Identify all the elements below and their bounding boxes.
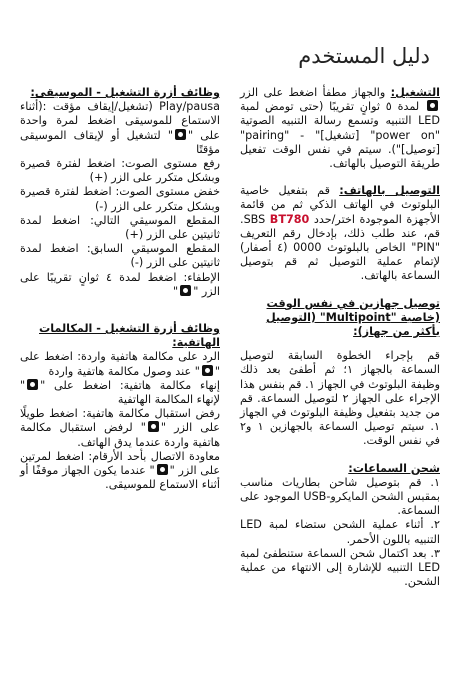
charging-step-2: ٢. أثناء عملية الشحن ستضاء لمبة LED التنبيه باللون الأحمر. xyxy=(240,518,440,546)
redial-button-icon xyxy=(157,464,168,475)
right-column xyxy=(240,86,440,603)
power-button-icon xyxy=(427,100,438,111)
power-paragraph xyxy=(240,86,440,171)
redial-text-1: معاودة الاتصال بأحد الأرقام: اضغط لمرتين على الزر " xyxy=(20,449,220,478)
spacer xyxy=(240,339,440,349)
calls-section xyxy=(20,322,220,492)
spacer xyxy=(20,312,220,322)
end-button-icon xyxy=(27,379,38,390)
music-next-track: المقطع الموسيقي التالي: اضغط لمدة ثانيتين على الزر (+) xyxy=(20,213,220,242)
model-name: BT780 xyxy=(269,212,310,226)
calls-heading: وظائف أزرة التشغيل - المكالمات الهاتفية: xyxy=(39,322,220,350)
play-text-1: Play/pausa (تشغيل/إيقاف مؤقت :(أثناء الاستماع للموسيقى اضغط لمرة واحدة على " xyxy=(20,100,220,142)
power-heading: التشغيل: xyxy=(390,86,440,99)
calls-answer xyxy=(20,350,220,378)
multipoint-heading: توصيل جهازين في نفس الوقت (خاصية "Multipoint" (التوصيل بأكثر من جهاز): xyxy=(265,296,440,339)
redial-text-2: " عندما يكون الجهاز موقفًا أو أثناء الاستماع للموسيقى. xyxy=(20,464,220,492)
phone-heading: التوصيل بالهاتف: xyxy=(339,184,440,198)
music-volume-down: خفض مستوى الصوت: اضغط لفترة قصيرة وبشكل متكرر على الزر (-) xyxy=(20,185,220,213)
music-play-pause xyxy=(20,100,220,157)
phone-text-1: قم بتفعيل خاصية البلوتوث في الهاتف الذكي ثم من قائمة الأجهزة الموجودة اختر/حدد SBS xyxy=(240,184,440,226)
calls-redial xyxy=(20,450,220,493)
play-text-2: " لتشغيل أو لإيقاف الموسيقى مؤقتًا xyxy=(20,128,220,156)
multipoint-text: قم بإجراء الخطوة السابقة لتوصيل السماعة بالجهاز ١؛ ثم أطفئ بعد ذلك وظيفة البلوتوث في الجهاز ١. قم بنفس هذا الإجراء على الجهاز ٢ لتوصيل السماعة. قم من جديد بتفعيل وظيفة البلوتوث في الجهاز ١. سيتم توصيل السماعة بالجهازين ١ و٢ في نفس الوقت. xyxy=(240,349,441,448)
phone-section xyxy=(240,184,440,283)
left-column xyxy=(20,86,220,505)
power-text-2: لمدة ٥ ثوانٍ تقريبًا (حتى تومض لمبة LED التنبيه وتسمع رسالة التنبيه الصوتية "power on" [تشغيل]" - "pairing" [توصيل]"). سيتم في نفس الوقت تفعيل طريقة التوصيل بالهاتف. xyxy=(240,100,440,171)
end-text-2: " لإنهاء المكالمة الهاتفية xyxy=(20,378,220,407)
music-volume-up: رفع مستوى الصوت: اضغط لفترة قصيرة وبشكل متكرر على الزر (+) xyxy=(20,157,220,185)
music-heading: وظائف أزرة التشغيل - الموسيقى: xyxy=(30,86,220,99)
answer-text-1: الرد على مكالمة هاتفية واردة: اضغط على " xyxy=(20,350,220,378)
end-text-1: إنهاء مكالمة هاتفية: اضغط على " xyxy=(40,378,220,392)
phone-text-2: . قم، عند طلب ذلك، بإدخال رقم التعريف "PIN" الخاص بالبلوتوث 0000 (٤ أصفار) لإتمام عملية التوصيل ثم قم بتوصيل السماعة بالهاتف. xyxy=(240,212,441,283)
off-text-2: " xyxy=(173,284,179,298)
phone-paragraph xyxy=(240,184,440,283)
charging-heading: شحن السماعات: xyxy=(348,461,440,475)
answer-text-2: " عند وصول مكالمة هاتفية واردة xyxy=(48,364,200,378)
power-section xyxy=(240,86,440,171)
calls-end xyxy=(20,379,220,407)
power-text-1: والجهاز مطفأ اضغط على الزر xyxy=(240,86,391,99)
page-title: دليل المستخدم xyxy=(298,44,430,68)
calls-reject xyxy=(20,407,220,450)
music-section xyxy=(20,86,220,299)
play-button-icon xyxy=(175,129,186,140)
charging-step-3: ٣. بعد اكتمال شحن السماعة ستنطفئ لمبة LED التنبيه للإشارة إلى الانتهاء من عملية الشحن. xyxy=(240,546,440,589)
charging-step-1: ١. قم بتوصيل شاحن بطاريات مناسب بمقبس الشحن المايكرو-USB الموجود على السماعة. xyxy=(240,475,440,518)
answer-button-icon xyxy=(202,365,213,376)
reject-text-2: " لرفض استقبال مكالمة هاتفية واردة عندما يدق الهاتف. xyxy=(20,421,220,449)
off-text-1: الإطفاء: اضغط لمدة ٤ ثوانٍ تقريبًا على الزر " xyxy=(20,270,220,298)
reject-text-1: رفض استقبال مكالمة هاتفية: اضغط طويلًا على الزر " xyxy=(20,407,220,435)
multipoint-section xyxy=(240,297,440,449)
music-power-off xyxy=(20,271,220,299)
music-previous-track: المقطع الموسيقي السابق: اضغط لمدة ثانيتين على الزر (-) xyxy=(20,242,220,270)
off-button-icon xyxy=(180,285,191,296)
charging-section xyxy=(240,462,440,590)
reject-button-icon xyxy=(148,421,159,432)
